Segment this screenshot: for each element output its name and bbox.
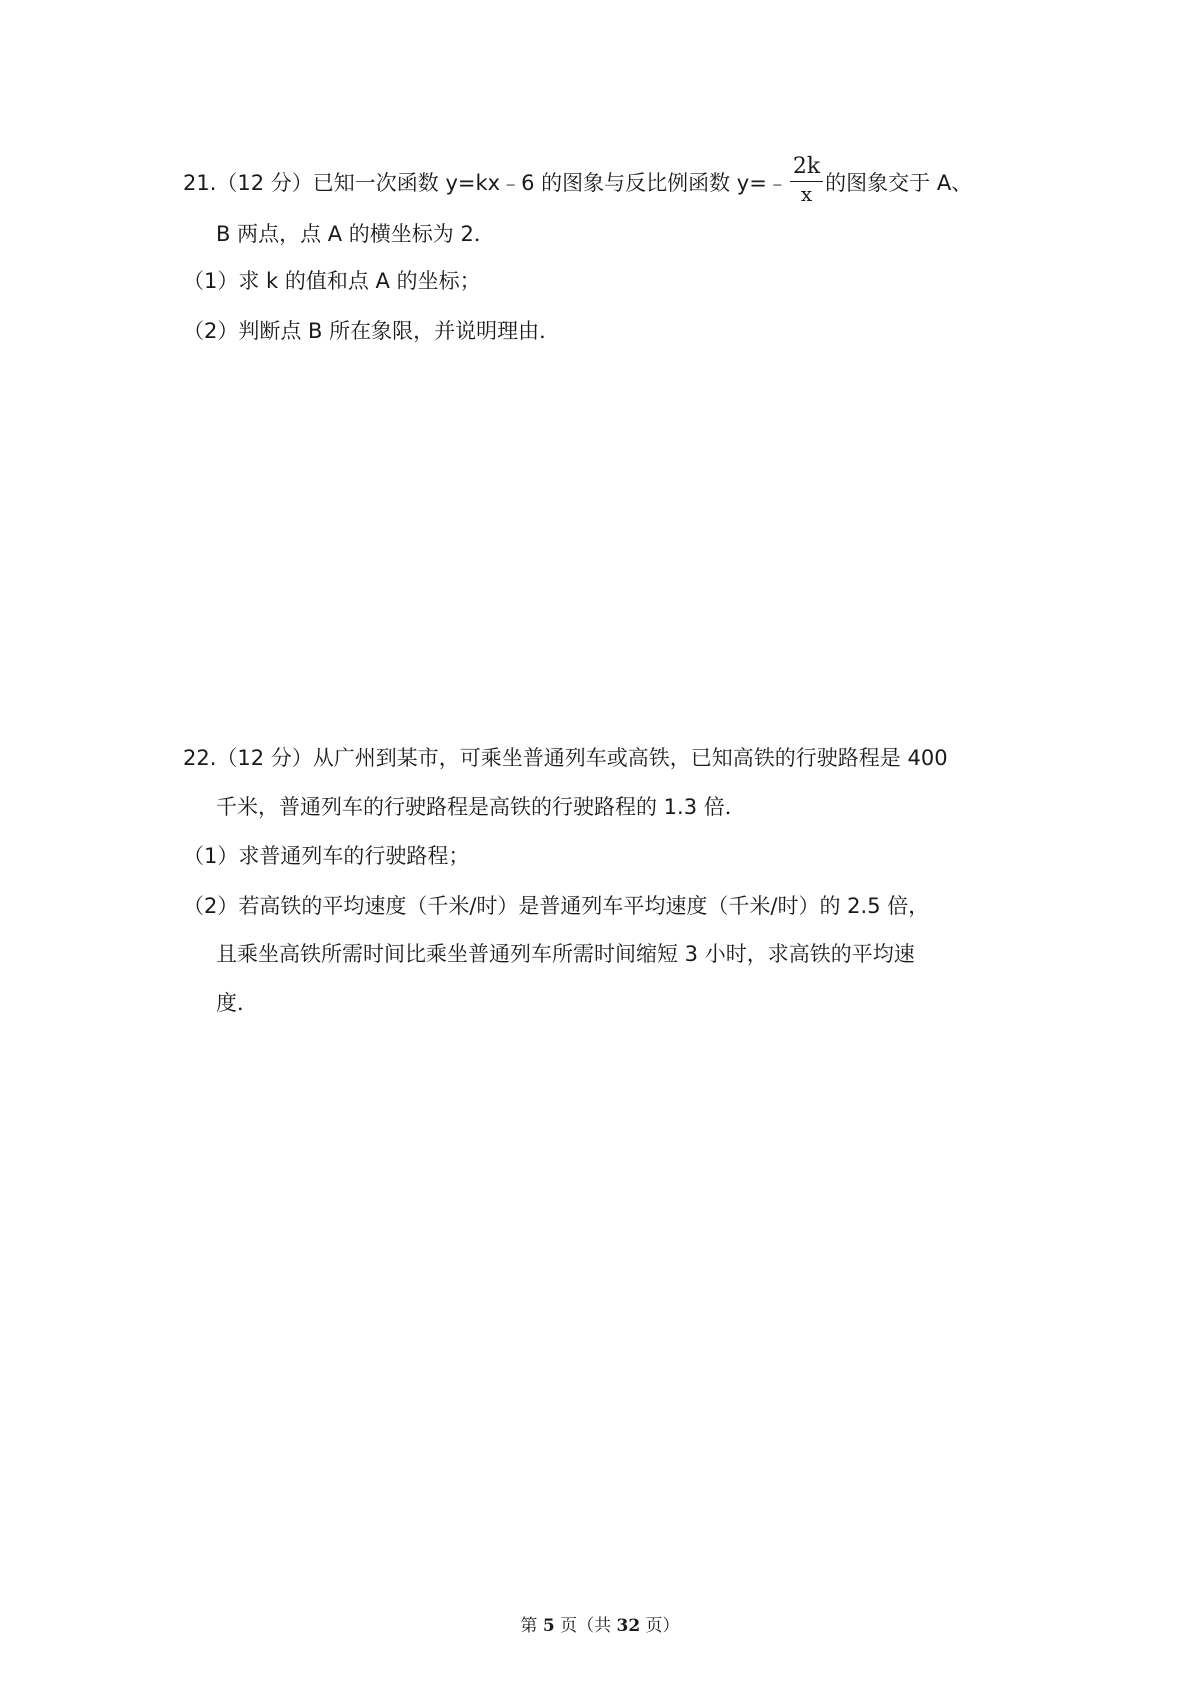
q21-line2: B 两点，点 A 的横坐标为 2． xyxy=(216,222,495,246)
q22-line2: 千米，普通列车的行驶路程是高铁的行驶路程的 1.3 倍． xyxy=(216,795,746,819)
q21-fraction-numerator: 2k xyxy=(790,156,823,182)
footer-page-number: 5 xyxy=(542,1616,555,1636)
q22-part1: （1）求普通列车的行驶路程； xyxy=(183,844,470,868)
footer-total-pages: 32 xyxy=(616,1616,641,1636)
q22-part2-line1: （2）若高铁的平均速度（千米/时）是普通列车平均速度（千米/时）的 2.5 倍， xyxy=(183,894,930,918)
q22-part2-line3: 度． xyxy=(216,991,258,1015)
q22-part2-line2: 且乘坐高铁所需时间比乘坐普通列车所需时间缩短 3 小时，求高铁的平均速 xyxy=(216,942,915,966)
footer-middle: 页（共 xyxy=(554,1616,617,1636)
q21-text-before-fraction: 21.（12 分）已知一次函数 y=kx﹣6 的图象与反比例函数 y=﹣ xyxy=(183,171,788,195)
q21-part2: （2）判断点 B 所在象限，并说明理由． xyxy=(183,319,561,343)
q21-line1 xyxy=(183,154,973,208)
q21-text-after-fraction: 的图象交于 A、 xyxy=(825,171,973,195)
q21-part1: （1）求 k 的值和点 A 的坐标； xyxy=(183,269,481,293)
q22-line1: 22.（12 分）从广州到某市，可乘坐普通列车或高铁，已知高铁的行驶路程是 400 xyxy=(183,746,948,770)
footer-prefix: 第 xyxy=(520,1616,543,1636)
q21-fraction-denominator: x xyxy=(800,182,813,206)
page-footer xyxy=(0,1611,1200,1636)
q21-fraction xyxy=(790,156,823,204)
footer-suffix: 页） xyxy=(640,1616,680,1636)
